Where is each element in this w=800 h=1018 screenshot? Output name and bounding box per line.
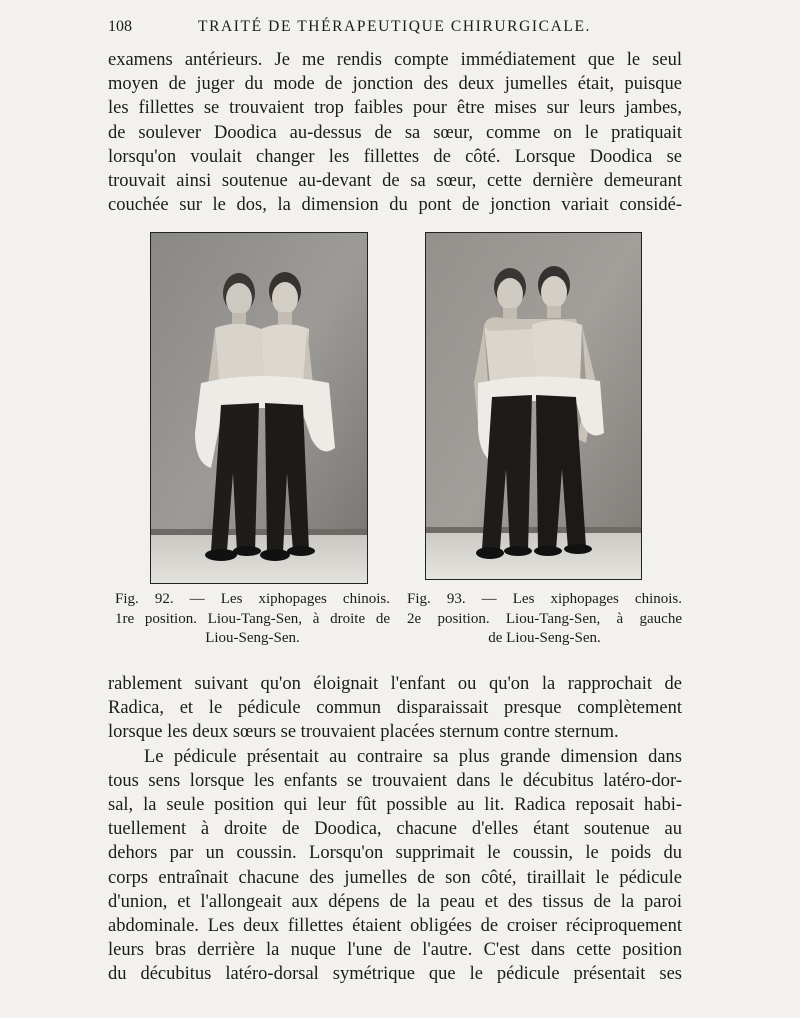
text-line: Le pédicule présentait au contraire sa plus grande dimension dans [144,746,682,767]
text-line: trouvait ainsi soutenue au-devant de sa sœur, cette dernière demeurant [108,171,682,192]
running-head [108,16,680,40]
running-title: TRAITÉ DE THÉRAPEUTIQUE CHIRURGICALE. [198,18,591,35]
text-line: abdominale. Les deux fillettes étaient obligées de croiser réciproquement [108,916,682,937]
figure-caption-92 [115,590,390,649]
caption-line: 2e position. Liou-Tang-Sen, à gauche [407,610,682,627]
photo-plate-92 [150,232,368,584]
text-line: du décubitus latéro-dorsal symétrique que le pédicule présentait ses [108,964,682,985]
caption-line: Liou-Seng-Sen. [205,630,300,646]
page-number: 108 [108,18,132,35]
text-line: Radica, et le pédicule commun disparaissait presque complètement [108,698,682,719]
text-line: lorsqu'on voulait changer les fillettes de côté. Lorsque Doodica se [108,146,682,167]
caption-line: 1re position. Liou-Tang-Sen, à droite de [115,610,390,627]
text-line: rablement suivant qu'on éloignait l'enfant ou qu'on la rapprochait de [108,674,682,694]
text-line: sal, la seule position qui leur fût possible au lit. Radica reposait habi- [108,795,682,816]
photograph-conjoined-twins-position-2 [426,233,641,579]
text-line: lorsque les deux sœurs se trouvaient placées sternum contre sternum. [108,722,619,743]
text-line: corps entraînait chacune des jumelles de son côté, tiraillait le pédicule [108,867,682,888]
caption-line: Fig. 92. — Les xiphopages chinois. [115,591,390,607]
caption-line: Fig. 93. — Les xiphopages chinois. [407,591,682,607]
photo-plate-93 [425,232,642,580]
photograph-conjoined-twins-position-1 [151,233,367,583]
figure-caption-93 [407,590,682,649]
text-line: couchée sur le dos, la dimension du pont de jonction variait considé- [108,195,682,216]
text-line: examens antérieurs. Je me rendis compte immédiatement que le seul [108,50,682,70]
text-line: de soulever Doodica au-dessus de sa sœur, comme on le pratiquait [108,122,682,143]
text-line: les fillettes se trouvaient trop faibles pour être mises sur leurs jambes, [108,98,682,119]
text-line: tuellement à droite de Doodica, chacune d'elles étant soutenue au [108,819,682,840]
text-line: leurs bras derrière la nuque l'une de l'autre. C'est dans cette position [108,940,682,961]
text-line: dehors par un coussin. Lorsqu'on supprimait le coussin, le poids du [108,843,682,864]
caption-line: de Liou-Seng-Sen. [488,630,601,646]
text-line: moyen de juger du mode de jonction des deux jumelles était, puisque [108,74,682,95]
text-line: tous sens lorsque les enfants se trouvaient dans le décubitus latéro-dor- [108,770,682,791]
paragraph-bottom [108,672,682,987]
text-line: d'union, et l'allongeait aux dépens de la peau et des tissus de la paroi [108,891,682,912]
paragraph-top [108,48,682,217]
